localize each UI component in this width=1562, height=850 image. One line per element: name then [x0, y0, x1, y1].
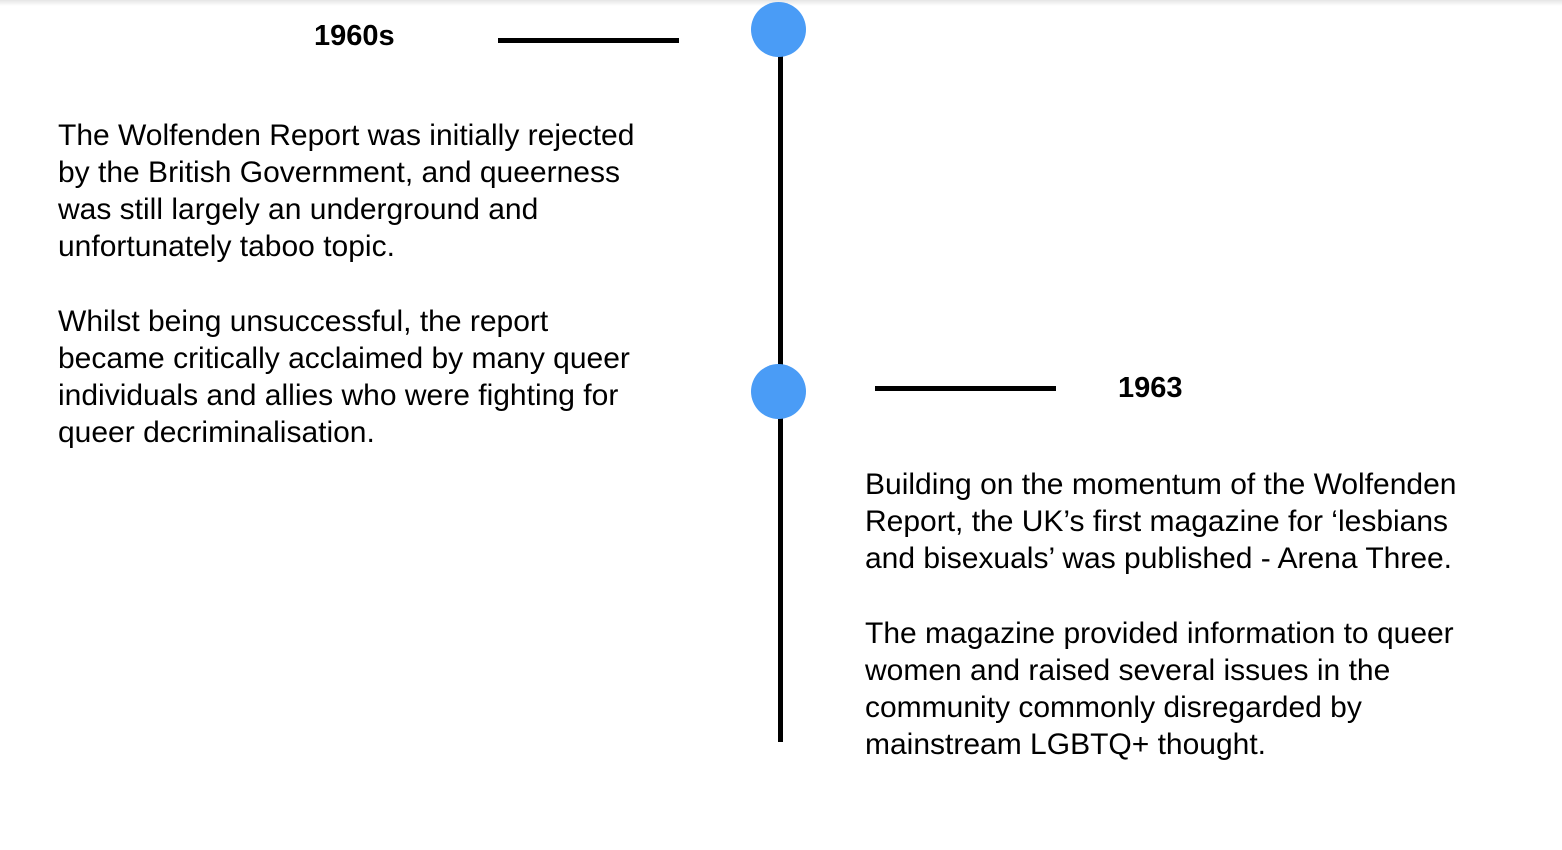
timeline-node-1960s — [751, 2, 806, 57]
paragraph-arena-three — [865, 466, 1456, 577]
text-line: became critically acclaimed by many queer — [58, 342, 630, 375]
text-line: individuals and allies who were fighting for — [58, 379, 619, 412]
year-label-1963: 1963 — [1118, 372, 1183, 404]
text-line: queer decriminalisation. — [58, 416, 375, 449]
text-line: mainstream LGBTQ+ thought. — [865, 728, 1267, 761]
connector-line-1963 — [875, 386, 1056, 391]
text-line: unfortunately taboo topic. — [58, 230, 395, 263]
text-line: Whilst being unsuccessful, the report — [58, 305, 549, 338]
paragraph-magazine-information — [865, 615, 1454, 763]
text-line: was still largely an underground and — [58, 193, 539, 226]
year-label-1960s: 1960s — [314, 20, 395, 52]
text-line: Report, the UK’s first magazine for ‘lesbians — [865, 505, 1449, 538]
connector-line-1960s — [498, 38, 679, 43]
timeline-node-1963 — [751, 364, 806, 419]
paragraph-report-acclaimed — [58, 303, 630, 451]
text-line: Building on the momentum of the Wolfenden — [865, 468, 1457, 501]
text-line: by the British Government, and queerness — [58, 156, 620, 189]
text-line: The Wolfenden Report was initially rejected — [58, 119, 635, 152]
text-line: and bisexuals’ was published - Arena Three. — [865, 542, 1453, 575]
text-line: The magazine provided information to queer — [865, 617, 1454, 650]
text-line: women and raised several issues in the — [865, 654, 1391, 687]
paragraph-wolfenden-rejected — [58, 117, 634, 265]
text-line: community commonly disregarded by — [865, 691, 1362, 724]
